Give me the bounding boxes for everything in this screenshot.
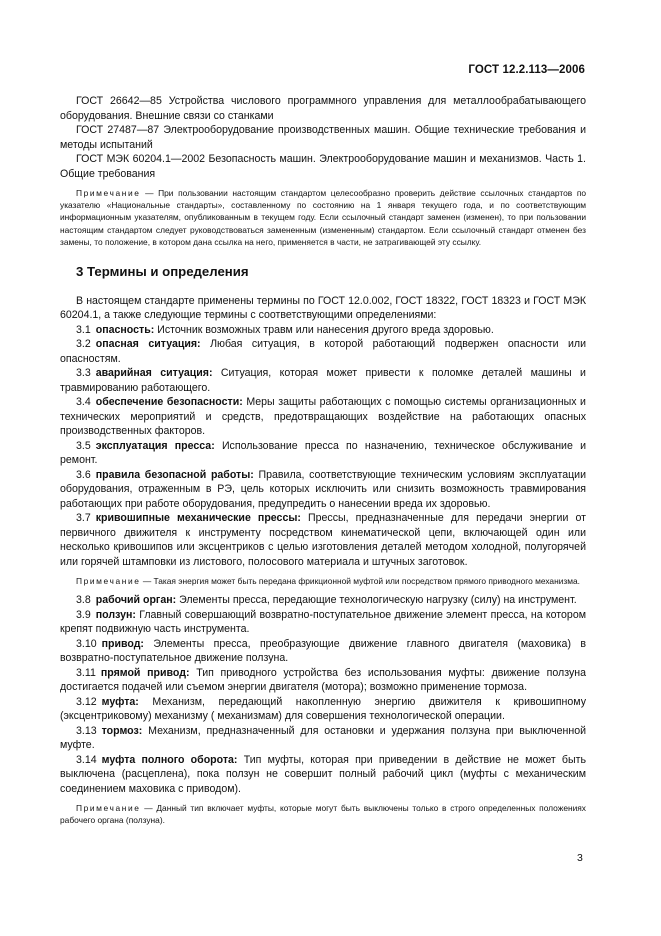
term-text: Тип муфты, которая при приведении в действие не может быть выключена (расцеплена), пока ползун не совершит полный рабочий цикл (муфты с механическим соединением маховика с приводом). — [60, 753, 586, 795]
term-text: Любая ситуация, в которой работающий подвержен опасности или опасностям. — [60, 338, 586, 365]
term-name: ползун: — [95, 608, 136, 621]
term-definition — [60, 323, 586, 338]
term-text: Механизм, передающий накопленную энергию движителя к кривошипному (эксцентриковому) механизму ( механизмам) для совершения технологической операции. — [60, 695, 586, 723]
term-number: 3.6 — [76, 468, 91, 481]
term-number: 3.13 — [76, 724, 97, 737]
term-definition — [60, 608, 586, 637]
note-text: — Такая энергия может быть передана фрикционной муфтой или посредством прямого приводного механизма. — [142, 576, 580, 587]
term-number: 3.11 — [76, 666, 96, 679]
term-definition — [60, 468, 586, 512]
term-name: муфта: — [101, 695, 139, 708]
term-number: 3.12 — [76, 695, 97, 708]
term-definition — [60, 366, 586, 395]
note-text: — При пользовании настоящим стандартом целесообразно проверить действие ссылочных стандартов по указателю «Национальные стандарты», составленному по состоянию на 1 января текущего года, и по соответствующим информационным указателям, опубликованным в текущем году. Если ссылочный стандарт заменен (изменен), то при пользовании настоящим стандартом следует руководствоваться замененным (измененным) стандартом. Если ссылочный стандарт отменен без замены, то положение, в котором дана ссылка на него, применяется в части, не затрагивающей эту ссылку. — [60, 188, 587, 247]
term-text: Элементы пресса, преобразующие движение главного двигателя (маховика) в возвратно-поступательное движение ползуна. — [60, 637, 586, 665]
term-number: 3.2 — [76, 338, 91, 351]
note-1 — [60, 187, 586, 248]
term-text: Ситуация, которая может привести к поломке деталей машины и травмированию работающего. — [60, 367, 586, 394]
term-text: Главный совершающий возвратно-поступательное движение элемент пресса, на котором крепят подвижную часть инструмента. — [60, 608, 586, 636]
term-definition — [60, 511, 586, 569]
term-number: 3.4 — [76, 396, 91, 409]
reference-item: ГОСТ МЭК 60204.1—2002 Безопасность машин. Электрооборудование машин и механизмов. Часть 1. Общие требования — [60, 153, 586, 180]
term-definition — [60, 753, 586, 797]
section-intro: В настоящем стандарте применены термины по ГОСТ 12.0.002, ГОСТ 18322, ГОСТ 18323 и ГОСТ МЭК 60204.1, а также следующие термины с соответствующими определениями: — [60, 294, 586, 322]
note-text: — Данный тип включает муфты, которые могут быть выключены только в строго определенных положениях рабочего органа (ползуна). — [60, 803, 586, 826]
note-label: Примечание — [76, 576, 141, 587]
term-name: муфта полного оборота: — [101, 753, 238, 766]
term-number: 3.7 — [76, 512, 91, 525]
term-text: Источник возможных травм или нанесения другого вреда здоровью. — [157, 323, 494, 336]
note-label: Примечание — [76, 803, 141, 814]
term-definition — [60, 695, 586, 724]
term-definition — [60, 593, 586, 608]
reference-item: ГОСТ 27487—87 Электрооборудование производственных машин. Общие технические требования и методы испытаний — [60, 124, 586, 151]
term-definition — [60, 337, 586, 366]
reference-item: ГОСТ 26642—85 Устройства числового программного управления для металлообрабатывающего оборудования. Внешние связи со станками — [60, 95, 586, 122]
term-number: 3.5 — [76, 439, 91, 452]
term-name: прямой привод: — [100, 666, 190, 679]
term-number: 3.8 — [76, 594, 91, 607]
term-text: Тип приводного устройства без использования муфты: движение ползуна достигается подачей или съемом энергии двигателя (мотора); возможно применение тормоза. — [60, 666, 586, 694]
term-name: привод: — [101, 637, 144, 650]
note-3 — [60, 802, 586, 826]
term-name: кривошипные механические прессы: — [95, 512, 301, 525]
term-text: Правила, соответствующие техническим условиям эксплуатации оборудования, отраженным в РЭ, цель которых исключить или снизить возможность травмирования работающих при работе оборудования, предупредить о нанесении вреда их здоровью. — [60, 468, 586, 510]
term-number: 3.1 — [76, 323, 91, 336]
page-number: 3 — [577, 852, 583, 864]
term-text: Механизм, предназначенный для остановки и удержания ползуна при выключенной муфте. — [60, 724, 586, 752]
note-2 — [60, 575, 586, 587]
term-number: 3.10 — [76, 637, 97, 650]
term-name: тормоз: — [101, 724, 143, 737]
term-text: Элементы пресса, передающие технологическую нагрузку (силу) на инструмент. — [179, 594, 577, 607]
term-number: 3.14 — [76, 753, 97, 766]
term-name: эксплуатация пресса: — [95, 439, 215, 452]
term-definition — [60, 395, 586, 439]
term-name: аварийная ситуация: — [95, 367, 213, 380]
term-name: опасность: — [95, 323, 155, 336]
term-name: обеспечение безопасности: — [95, 396, 243, 409]
term-text: Использование пресса по назначению, техническое обслуживание и ремонт. — [60, 439, 586, 467]
term-definition — [60, 666, 586, 695]
term-number: 3.3 — [76, 367, 91, 380]
section-title: 3 Термины и определения — [76, 264, 249, 280]
term-text: Прессы, предназначенные для передачи энергии от первичного движителя к инструменту посредством кинематической цепи, включающей один или несколько кривошипов или эксцентриков с целью изготовления деталей методом холодной, полугорячей или горячей штамповки из листового, полосового материала и штучных заготовок. — [60, 512, 586, 568]
document-body — [60, 94, 586, 827]
term-text: Меры защиты работающих с помощью системы организационных и технических мероприятий и средств, предотвращающих воздействие на работающих опасных производственных факторов. — [60, 396, 586, 438]
term-name: рабочий орган: — [95, 594, 177, 607]
term-name: правила безопасной работы: — [95, 468, 254, 481]
term-definition — [60, 439, 586, 468]
term-definition — [60, 724, 586, 753]
term-definition — [60, 637, 586, 666]
term-number: 3.9 — [76, 608, 91, 621]
term-name: опасная ситуация: — [95, 338, 201, 351]
note-label: Примечание — [76, 188, 141, 198]
document-header: ГОСТ 12.2.113—2006 — [468, 64, 585, 76]
